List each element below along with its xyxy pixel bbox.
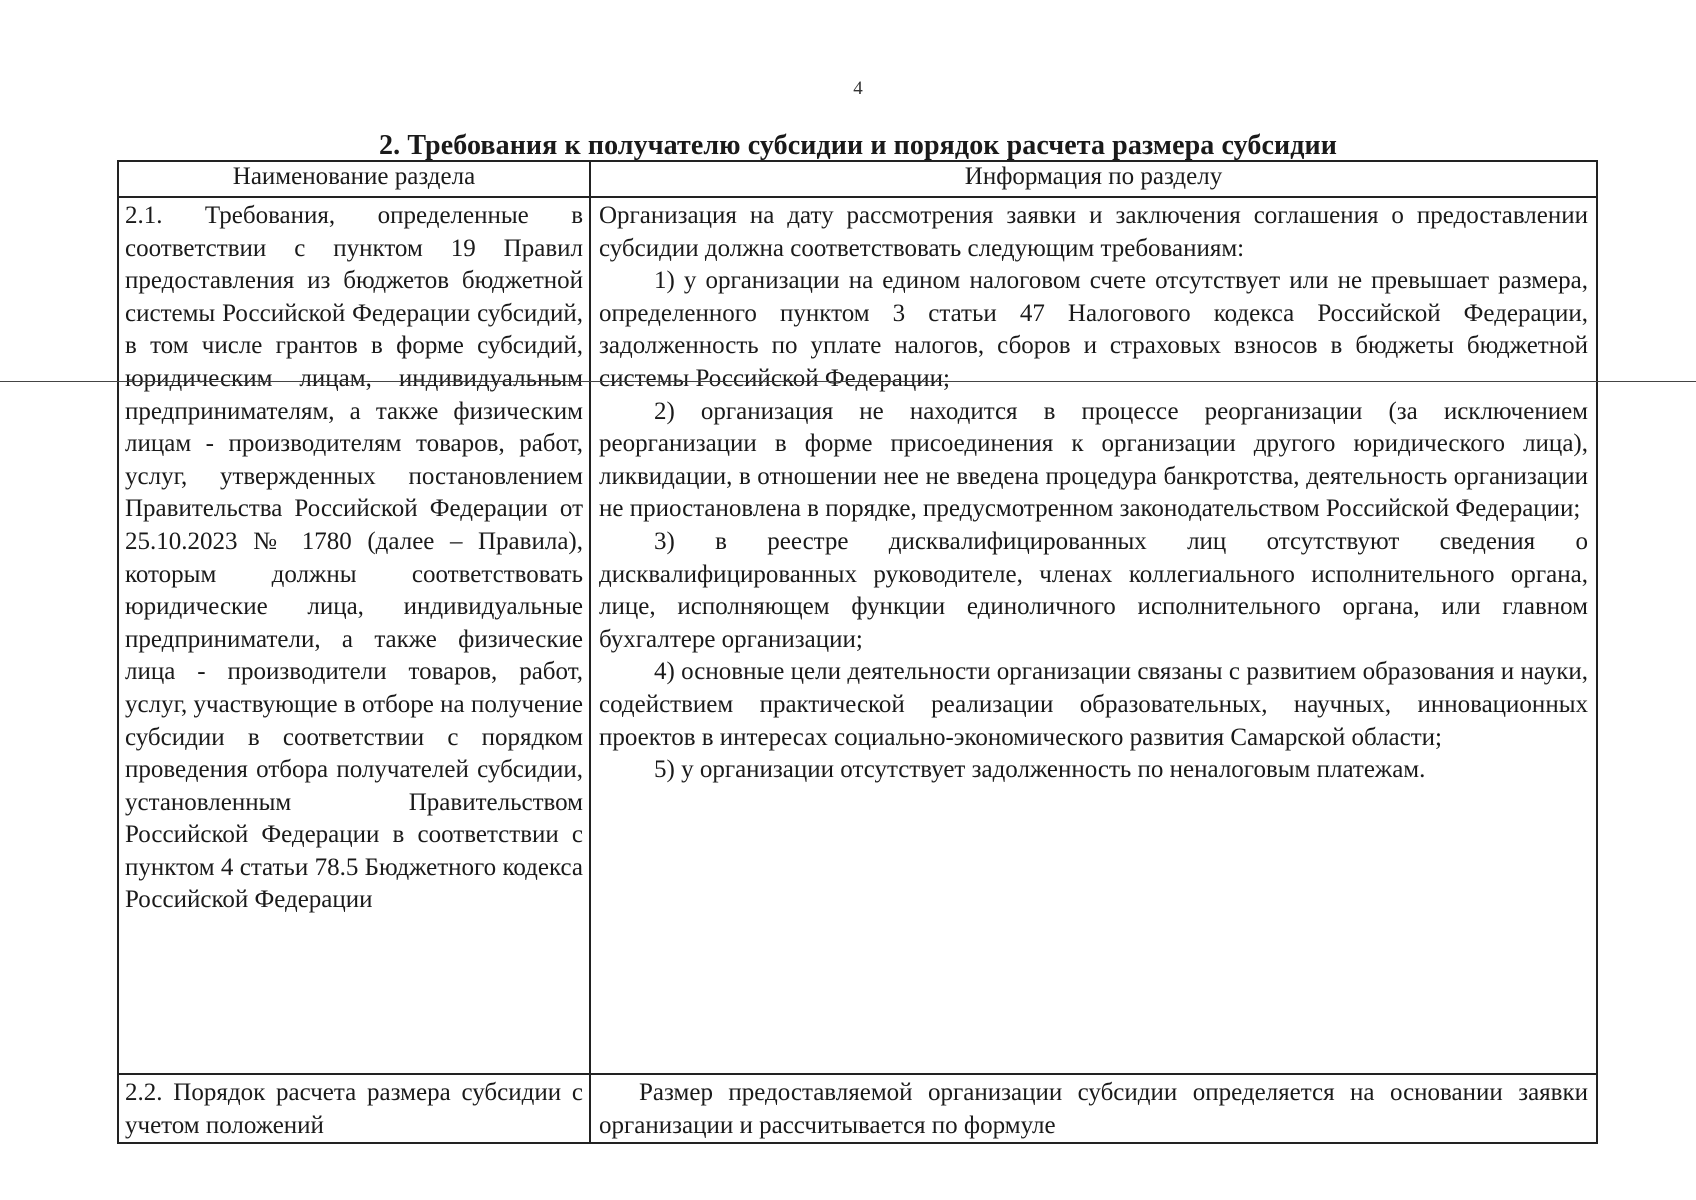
scan-divider-line bbox=[0, 381, 1696, 382]
row-info-2-2 bbox=[590, 1074, 1597, 1143]
requirements-table bbox=[117, 160, 1598, 1144]
header-section-info: Информация по разделу bbox=[590, 161, 1597, 197]
requirement-item-2: 2) организация не находится в процессе реорганизации (за исключением реорганизации в форме присоединения к организации другого юридического лица), ликвидации, в отношении нее не введена процедура банкротства, деятельность организации не приостановлена в порядке, предусмотренном законодательством Российской Федерации; bbox=[599, 397, 1588, 523]
row-name-2-2: 2.2. Порядок расчета размера субсидии с учетом положений bbox=[118, 1074, 590, 1143]
table-header-row bbox=[118, 161, 1597, 197]
page-number: 4 bbox=[853, 78, 863, 99]
table-row bbox=[118, 1074, 1597, 1143]
subsidy-formula-paragraph: Размер предоставляемой организации субсидии определяется на основании заявки организации и рассчитывается по формуле bbox=[599, 1079, 1588, 1139]
header-section-name: Наименование раздела bbox=[118, 161, 590, 197]
info-intro-paragraph: Организация на дату рассмотрения заявки и заключения соглашения о предоставлении субсидии должна соответствовать следующим требованиям: bbox=[599, 202, 1588, 262]
row-name-2-1: 2.1. Требования, определенные в соответствии с пунктом 19 Правил предоставления из бюджетов бюджетной системы Российской Федерации субсидий, в том числе грантов в форме субсидий, юридическим лицам, индивидуальным предпринимателям, а также физическим лицам - производителям товаров, работ, услуг, утвержденных постановлением Правительства Российской Федерации от 25.10.2023 № 1780 (далее – Правила), которым должны соответствовать юридические лица, индивидуальные предприниматели, а также физические лица - производители товаров, работ, услуг, участвующие в отборе на получение субсидии в соответствии с порядком проведения отбора получателей субсидии, установленным Правительством Российской Федерации в соответствии с пунктом 4 статьи 78.5 Бюджетного кодекса Российской Федерации bbox=[118, 197, 590, 1074]
row-info-2-1 bbox=[590, 197, 1597, 1074]
requirement-item-3: 3) в реестре дисквалифицированных лиц отсутствуют сведения о дисквалифицированных руководителе, членах коллегиального исполнительного органа, лице, исполняющем функции единоличного исполнительного органа, или главном бухгалтере организации; bbox=[599, 527, 1588, 653]
requirement-item-1: 1) у организации на едином налоговом счете отсутствует или не превышает размера, определенного пунктом 3 статьи 47 Налогового кодекса Российской Федерации, задолженность по уплате налогов, сборов и страховых взносов в бюджеты бюджетной системы Российской Федерации; bbox=[599, 267, 1588, 392]
table-row bbox=[118, 197, 1597, 1074]
requirement-item-4: 4) основные цели деятельности организации связаны с развитием образования и науки, содействием практической реализации образовательных, научных, инновационных проектов в интересах социально-экономического развития Самарской области; bbox=[599, 658, 1588, 751]
section-title: 2. Требования к получателю субсидии и порядок расчета размера субсидии bbox=[379, 130, 1337, 161]
requirement-item-5: 5) у организации отсутствует задолженность по неналоговым платежам. bbox=[654, 756, 1426, 784]
